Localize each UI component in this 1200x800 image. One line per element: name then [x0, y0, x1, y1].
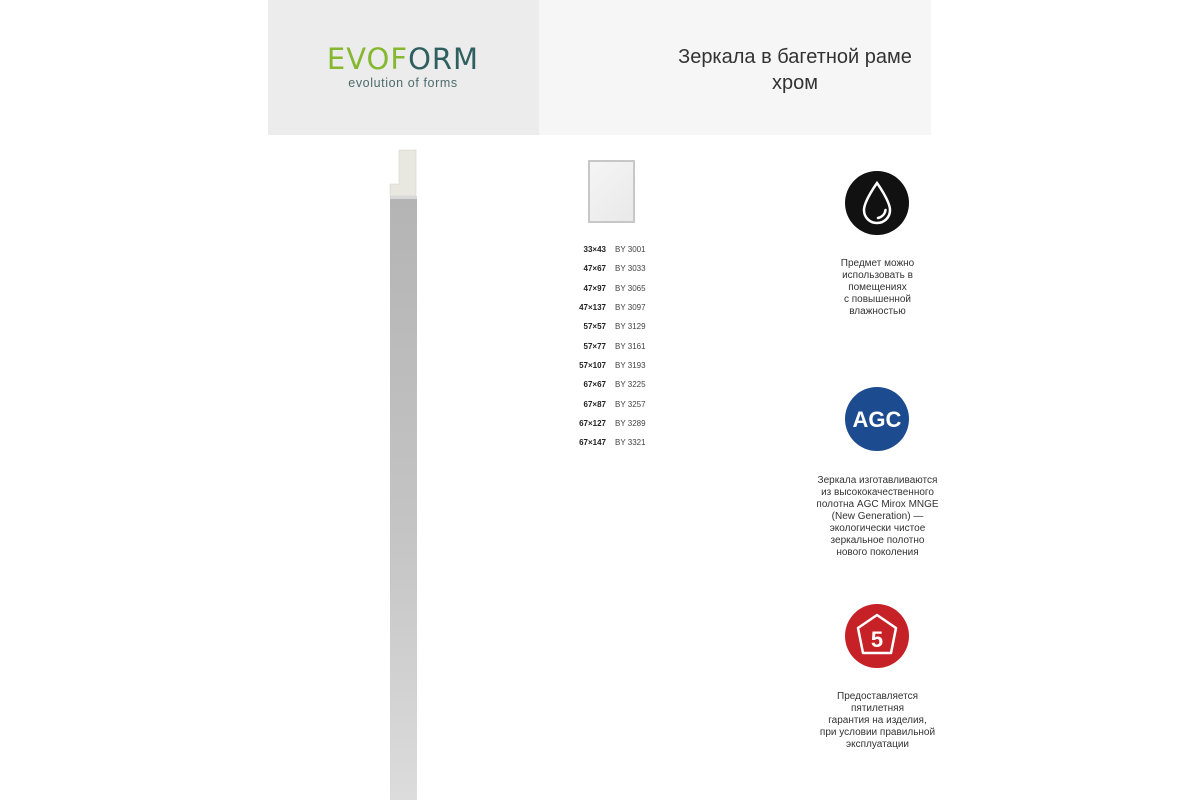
- feature-text-line: Предоставляется: [837, 691, 918, 702]
- size-article-code: BY 3161: [615, 341, 646, 351]
- size-article-code: BY 3257: [615, 399, 646, 409]
- feature-text-line: использовать в: [842, 270, 913, 281]
- warranty-feature-text: [790, 691, 965, 751]
- size-row: [560, 336, 680, 355]
- agc-logo-icon: [845, 387, 909, 451]
- page-title: [650, 44, 940, 96]
- feature-text-line: из высококачественного: [821, 487, 934, 498]
- size-dimensions: 67×67: [583, 380, 606, 390]
- size-article-code: BY 3033: [615, 264, 646, 274]
- agc-label: AGC: [852, 407, 902, 432]
- water-drop-icon: [845, 171, 909, 235]
- agc-feature-text: [790, 475, 965, 559]
- logo-word-part1: EVOF: [326, 42, 409, 76]
- size-row: [560, 240, 680, 259]
- feature-text-line: Предмет можно: [840, 258, 915, 269]
- logo-tagline: evolution of forms: [348, 76, 458, 90]
- size-dimensions: 57×107: [579, 360, 606, 370]
- size-article-code: BY 3289: [615, 418, 646, 428]
- size-article-code: BY 3193: [615, 360, 646, 370]
- feature-text-line: экологически чистое: [829, 523, 926, 534]
- title-line-1: Зеркала в багетной раме: [678, 46, 912, 68]
- size-article-code: BY 3321: [615, 438, 646, 448]
- feature-text-line: с повышенной: [843, 294, 912, 305]
- size-dimensions: 67×147: [579, 438, 606, 448]
- size-dimensions: 47×67: [583, 264, 606, 274]
- feature-text-line: нового поколения: [836, 547, 919, 558]
- size-row: [560, 414, 680, 433]
- size-article-code: BY 3065: [615, 283, 646, 293]
- feature-text-line: гарантия на изделия,: [828, 715, 927, 726]
- size-row: [560, 394, 680, 413]
- size-row: [560, 356, 680, 375]
- logo-word-part2: ORM: [408, 42, 480, 76]
- feature-text-line: влажностью: [849, 306, 906, 317]
- feature-text-line: помещениях: [848, 282, 907, 293]
- warranty-label: 5: [870, 627, 884, 652]
- humidity-feature-text: [790, 258, 965, 318]
- size-article-code: BY 3225: [615, 380, 646, 390]
- size-dimensions: 57×77: [583, 341, 606, 351]
- size-dimensions: 47×137: [579, 303, 606, 313]
- title-line-2: хром: [772, 72, 818, 94]
- mirror-thumbnail: [588, 160, 635, 223]
- feature-text-line: при условии правильной: [819, 727, 936, 738]
- size-row: [560, 317, 680, 336]
- frame-profile-image: [385, 148, 425, 800]
- feature-text-line: пятилетняя: [851, 703, 904, 714]
- feature-text-line: полотна AGC Mirox MNGE: [816, 499, 939, 510]
- size-dimensions: 33×43: [583, 245, 606, 255]
- warranty-5-icon: [845, 604, 909, 668]
- size-dimensions: 67×87: [583, 399, 606, 409]
- logo-wordmark: [322, 42, 484, 76]
- size-dimensions: 57×57: [583, 322, 606, 332]
- size-dimensions: 67×127: [579, 418, 606, 428]
- size-row: [560, 279, 680, 298]
- feature-text-line: зеркальное полотно: [830, 535, 925, 546]
- size-list: [560, 240, 680, 452]
- feature-text-line: эксплуатации: [846, 739, 909, 750]
- size-article-code: BY 3129: [615, 322, 646, 332]
- feature-text-line: (New Generation) —: [831, 511, 924, 522]
- size-row: [560, 375, 680, 394]
- size-article-code: BY 3097: [615, 303, 646, 313]
- evoform-logo: [322, 42, 484, 90]
- size-article-code: BY 3001: [615, 245, 646, 255]
- feature-text-line: Зеркала изготавливаются: [817, 475, 938, 486]
- size-row: [560, 298, 680, 317]
- size-row: [560, 433, 680, 452]
- size-row: [560, 259, 680, 278]
- size-dimensions: 47×97: [583, 283, 606, 293]
